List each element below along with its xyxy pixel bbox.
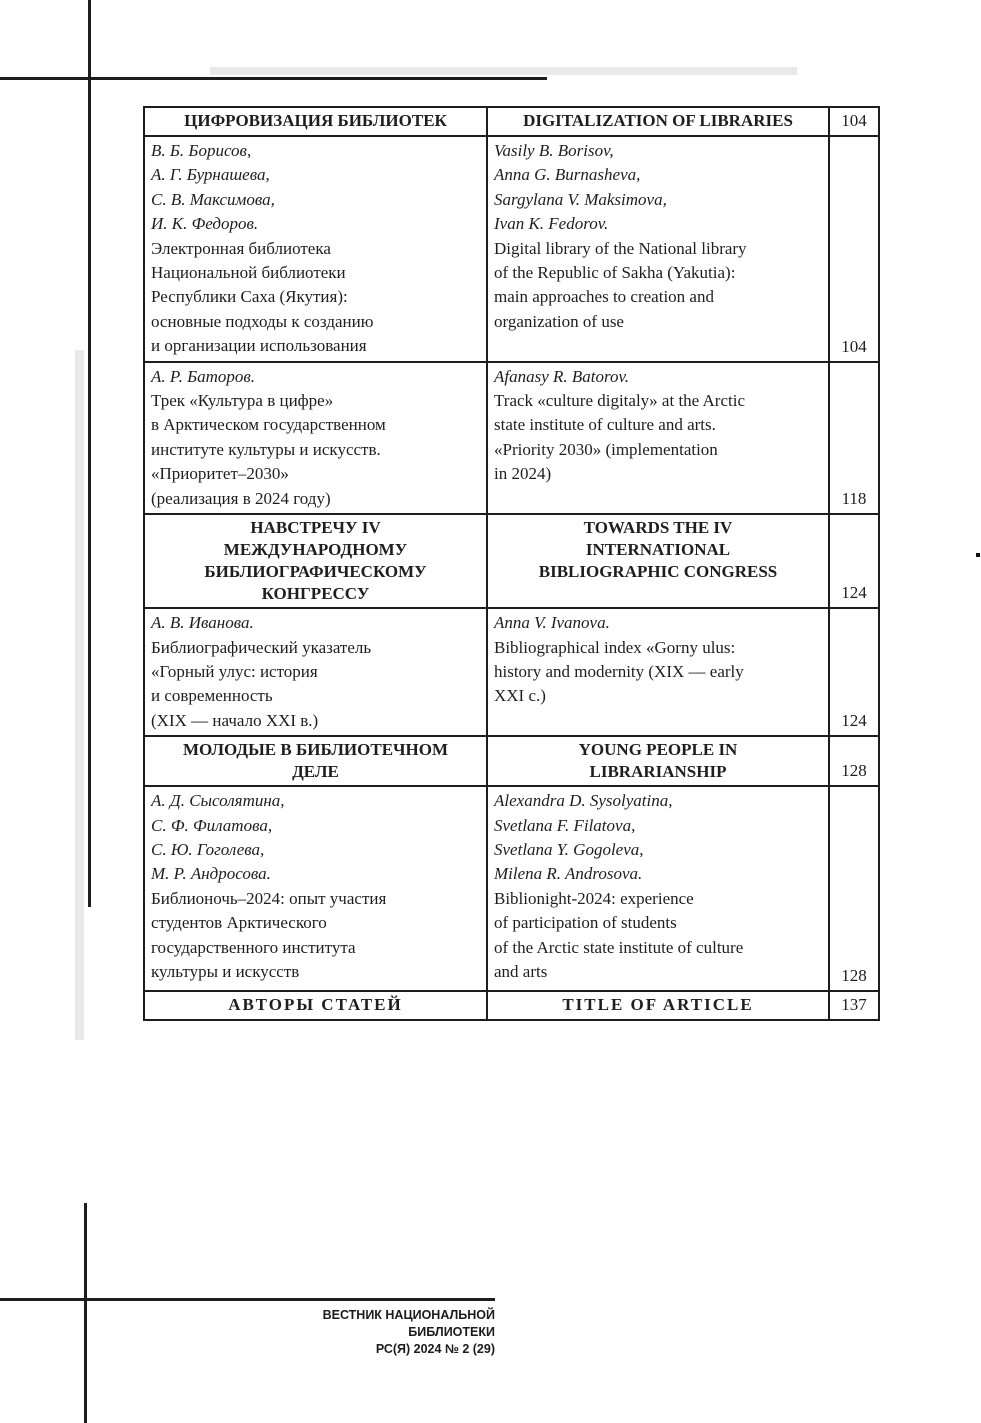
toc-entry-cell-ru: [144, 362, 487, 514]
toc-author-line: Ivan K. Fedorov.: [494, 214, 609, 234]
toc-section-line: DIGITALIZATION OF LIBRARIES: [523, 111, 793, 130]
toc-page-number: 128: [829, 786, 879, 991]
toc-section-row: [144, 736, 879, 786]
toc-title-line: and arts: [494, 961, 548, 981]
toc-section-cell-ru: [144, 107, 487, 136]
toc-section-cell-ru: [144, 736, 487, 786]
toc-author-line: Svetlana F. Filatova,: [494, 815, 636, 835]
toc-author-line: А. Д. Сысолятина,: [151, 791, 285, 811]
toc-section-line: YOUNG PEOPLE IN: [578, 740, 738, 760]
toc-title-line: in 2024): [494, 464, 552, 484]
toc-title-line: Электронная библиотека: [151, 238, 331, 258]
toc-section-line: МОЛОДЫЕ В БИБЛИОТЕЧНОМ: [182, 740, 449, 760]
contents-table: [143, 106, 880, 1021]
toc-author-line: А. Г. Бурнашева,: [151, 165, 270, 185]
toc-section-cell-en: [487, 991, 829, 1020]
bottom-margin-line: [84, 1203, 87, 1423]
toc-section-line: LIBRARIANSHIP: [589, 762, 727, 782]
toc-section-row: [144, 514, 879, 608]
toc-page-number: 137: [829, 991, 879, 1020]
toc-title-line: «Приоритет–2030»: [151, 464, 289, 484]
toc-title-line: Библионочь–2024: опыт участия: [151, 888, 387, 908]
toc-section-cell-en: [487, 107, 829, 136]
toc-author-line: Sargylana V. Maksimova,: [494, 189, 667, 209]
top-gray-bar: [210, 67, 797, 75]
toc-page-number: 104: [829, 107, 879, 136]
toc-section-line: КОНГРЕССУ: [261, 584, 370, 604]
journal-footer-line1: ВЕСТНИК НАЦИОНАЛЬНОЙ: [322, 1308, 495, 1322]
toc-title-line: of participation of students: [494, 913, 677, 933]
toc-section-line: БИБЛИОГРАФИЧЕСКОМУ: [204, 562, 427, 582]
toc-author-line: М. Р. Андросова.: [151, 864, 271, 884]
toc-title-line: Bibliographical index «Gorny ulus:: [494, 637, 736, 657]
left-gray-bar: [75, 350, 84, 1040]
contents-table-body: [144, 107, 879, 1020]
toc-title-line: институте культуры и искусств.: [151, 439, 381, 459]
toc-section-line: ЦИФРОВИЗАЦИЯ БИБЛИОТЕК: [184, 111, 447, 130]
toc-title-line: Республики Саха (Якутия):: [151, 287, 348, 307]
toc-section-row: [144, 991, 879, 1020]
toc-author-line: С. Ю. Гоголева,: [151, 839, 265, 859]
toc-title-line: Трек «Культура в цифре»: [151, 391, 334, 411]
toc-title-line: студентов Арктического: [151, 913, 327, 933]
toc-author-line: А. В. Иванова.: [151, 613, 254, 633]
toc-page-number: 128: [829, 736, 879, 786]
toc-title-line: Digital library of the National library: [494, 238, 747, 258]
toc-section-line: ДЕЛЕ: [292, 762, 339, 782]
toc-section-row: [144, 107, 879, 136]
footer-rule-line: [0, 1298, 495, 1301]
journal-footer-line2: БИБЛИОТЕКИ: [408, 1325, 495, 1339]
toc-title-line: и современность: [151, 686, 273, 706]
toc-author-line: С. Ф. Филатова,: [151, 815, 273, 835]
toc-title-line: state institute of culture and arts.: [494, 415, 716, 435]
toc-section-line: TITLE OF ARTICLE: [562, 995, 754, 1015]
toc-page-number: 124: [829, 608, 879, 736]
toc-title-line: и организации использования: [151, 336, 367, 356]
toc-author-line: В. Б. Борисов,: [151, 141, 252, 160]
toc-author-line: Afanasy R. Batorov.: [494, 366, 630, 386]
toc-entry-cell-en: [487, 786, 829, 991]
toc-entry-row: [144, 136, 879, 362]
print-mark-dot: [976, 553, 980, 557]
toc-title-line: «Горный улус: история: [151, 661, 318, 681]
toc-title-line: XXI c.): [494, 686, 546, 706]
toc-title-line: культуры и искусств: [151, 961, 300, 981]
toc-entry-cell-ru: [144, 786, 487, 991]
toc-title-line: основные подходы к созданию: [151, 311, 374, 331]
toc-section-line: МЕЖДУНАРОДНОМУ: [223, 540, 408, 560]
journal-footer: [145, 1307, 495, 1358]
toc-author-line: Anna V. Ivanova.: [494, 613, 610, 633]
top-rule-line: [0, 77, 547, 80]
toc-page-number: 124: [829, 514, 879, 608]
toc-author-line: Anna G. Burnasheva,: [494, 165, 641, 185]
toc-title-line: «Priority 2030» (implementation: [494, 439, 718, 459]
toc-entry-row: [144, 786, 879, 991]
toc-title-line: (реализация в 2024 году): [151, 488, 331, 508]
toc-page-number: 118: [829, 362, 879, 514]
toc-title-line: (XIX — начало XXI в.): [151, 710, 319, 730]
toc-entry-row: [144, 608, 879, 736]
toc-entry-cell-en: [487, 362, 829, 514]
journal-footer-line3: РС(Я) 2024 № 2 (29): [375, 1342, 495, 1356]
toc-title-line: of the Arctic state institute of culture: [494, 937, 744, 957]
toc-entry-row: [144, 362, 879, 514]
toc-entry-cell-en: [487, 608, 829, 736]
toc-section-cell-ru: [144, 991, 487, 1020]
toc-title-line: organization of use: [494, 311, 624, 331]
toc-entry-cell-ru: [144, 608, 487, 736]
toc-title-line: Track «culture digitaly» at the Arctic: [494, 391, 745, 411]
toc-section-cell-ru: [144, 514, 487, 608]
toc-section-cell-en: [487, 514, 829, 608]
toc-title-line: Библиографический указатель: [151, 637, 372, 657]
toc-entry-cell-en: [487, 136, 829, 362]
contents-table-wrap: [143, 106, 880, 1021]
toc-section-line: INTERNATIONAL: [585, 540, 731, 560]
toc-section-line: BIBLIOGRAPHIC CONGRESS: [538, 562, 778, 582]
toc-author-line: И. К. Федоров.: [151, 214, 259, 234]
toc-page-number: 104: [829, 136, 879, 362]
toc-author-line: Alexandra D. Sysolyatina,: [494, 791, 673, 811]
toc-section-line: TOWARDS THE IV: [583, 518, 733, 538]
toc-title-line: of the Republic of Sakha (Yakutia):: [494, 263, 736, 283]
left-margin-line: [88, 0, 91, 907]
toc-author-line: С. В. Максимова,: [151, 189, 275, 209]
toc-title-line: Biblionight-2024: experience: [494, 888, 694, 908]
toc-author-line: Vasily B. Borisov,: [494, 141, 614, 160]
toc-author-line: Svetlana Y. Gogoleva,: [494, 839, 644, 859]
toc-section-cell-en: [487, 736, 829, 786]
toc-section-line: НАВСТРЕЧУ IV: [250, 518, 381, 538]
toc-author-line: Milena R. Androsova.: [494, 864, 643, 884]
toc-author-line: А. Р. Баторов.: [151, 366, 256, 386]
toc-title-line: Национальной библиотеки: [151, 263, 346, 283]
toc-section-line: АВТОРЫ СТАТЕЙ: [228, 995, 403, 1015]
toc-title-line: государственного института: [151, 937, 356, 957]
toc-title-line: в Арктическом государственном: [151, 415, 386, 435]
toc-entry-cell-ru: [144, 136, 487, 362]
toc-title-line: history and modernity (XIX — early: [494, 661, 744, 681]
toc-title-line: main approaches to creation and: [494, 287, 714, 307]
